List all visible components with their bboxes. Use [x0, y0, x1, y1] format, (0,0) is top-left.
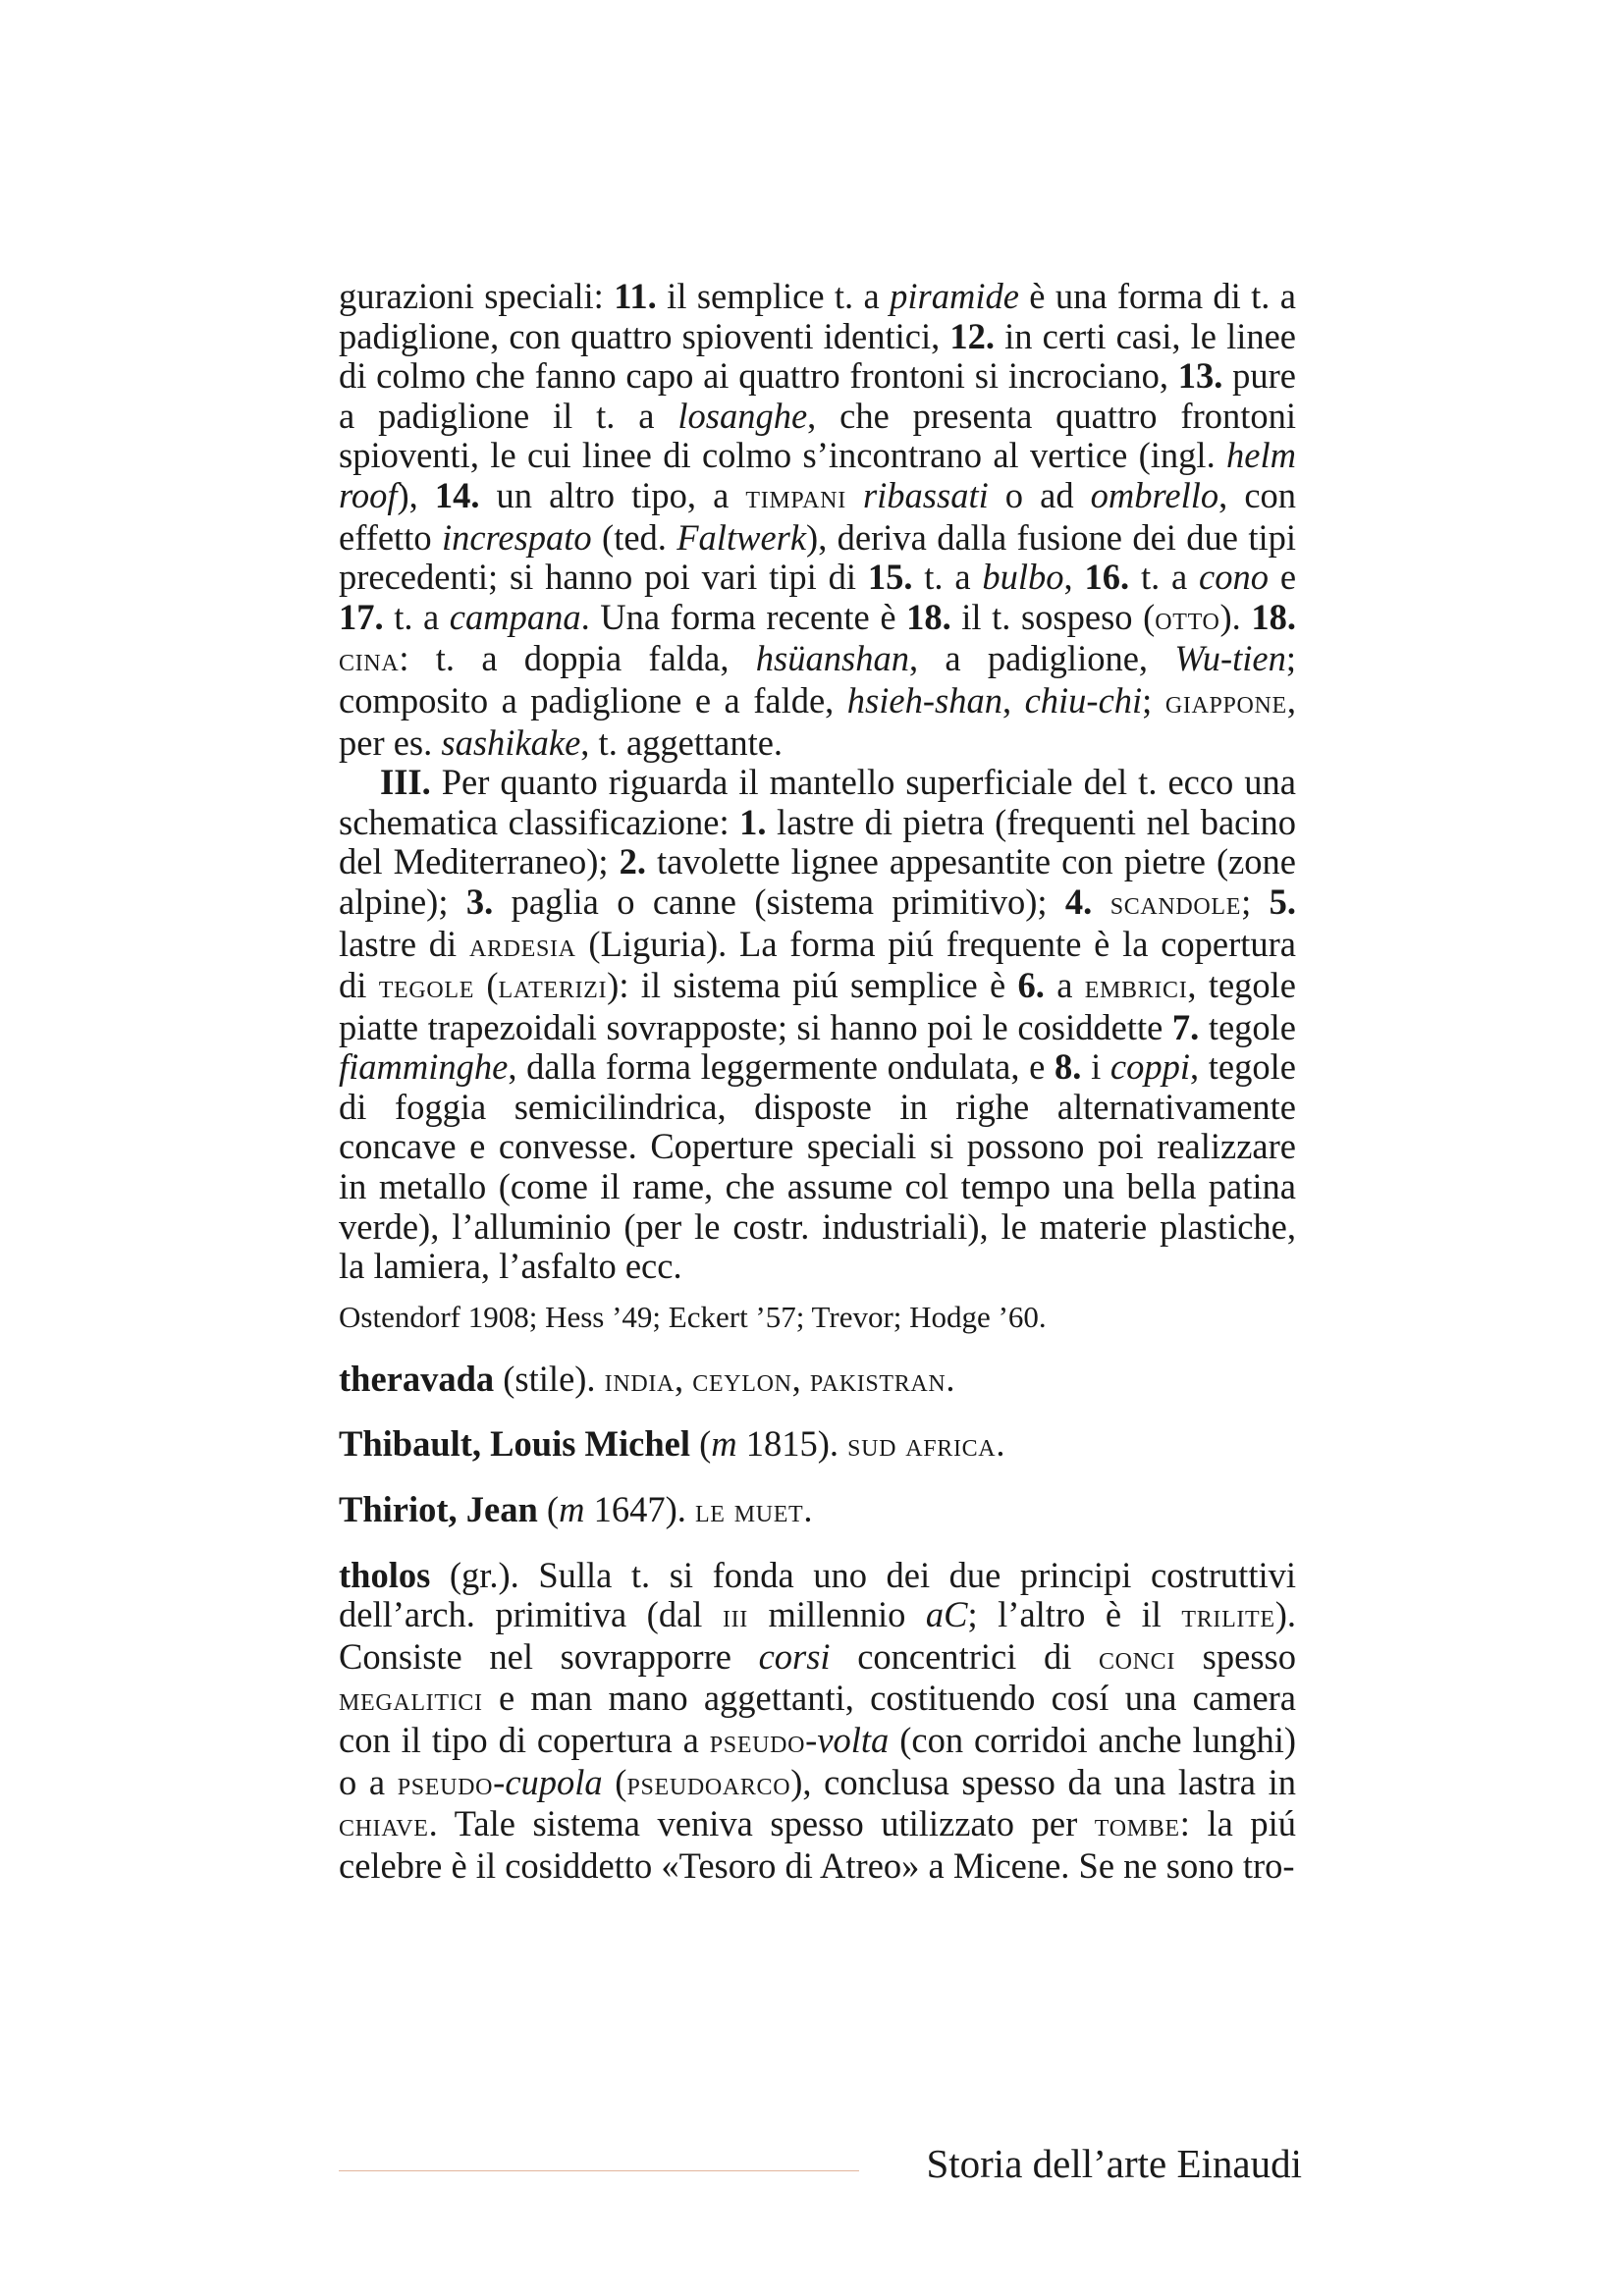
italic-text: m [559, 1489, 585, 1530]
text-run: o ad [988, 474, 1091, 515]
dictionary-entry [339, 1360, 1296, 1402]
text-run: ), deriva dalla fusione dei due tipi precedenti; si hanno poi vari tipi di [339, 516, 1296, 598]
italic-text: m [711, 1423, 737, 1465]
italic-text: aC [925, 1594, 968, 1635]
cross-reference: india [604, 1362, 676, 1399]
bold-text: 17. [339, 596, 384, 637]
italic-text: ribassati [862, 474, 989, 515]
cross-reference: conci [1099, 1639, 1176, 1677]
cross-reference: pakistran [809, 1362, 947, 1399]
italic-text: campana [449, 596, 581, 637]
text-run: (gr.). Sulla t. si fonda uno dei due principi costruttivi dell’arch. primitiva (dal [339, 1554, 1296, 1635]
italic-text: increspato [441, 516, 592, 558]
text-run: ). [1219, 596, 1252, 637]
text-run: ; l’altro è il [967, 1594, 1182, 1635]
bold-text: Thiriot, Jean [339, 1489, 538, 1530]
text-run [846, 475, 863, 515]
text-run: (con corridoi anche lunghi) o a [339, 1720, 1296, 1802]
text-run: . Una forma recente è [580, 596, 907, 637]
bibliography-references: Ostendorf 1908; Hess ’49; Eckert ’57; Trevor; Hodge ’60. [339, 1299, 1047, 1334]
cross-reference: ardesia [468, 927, 576, 964]
text-run: (ted. [591, 516, 677, 558]
body-paragraphs [339, 277, 1296, 1287]
text-run: - [493, 1761, 506, 1802]
text-run: , [675, 1358, 693, 1399]
text-run: , con effetto [339, 474, 1297, 558]
italic-text: volta [817, 1720, 890, 1760]
bold-text: tholos [339, 1554, 431, 1595]
text-run: Per quanto riguarda il mantello superficiale del t. ecco una schematica classificazione: [339, 762, 1296, 842]
text-run: , che presenta quattro frontoni spioventi, le cui linee di colmo s’incontrano al vertice (ingl. [339, 395, 1296, 476]
text-run: , tegole di foggia semicilindrica, disposte in righe alternativamente concave e convesse. Coperture speciali si possono poi realizzare in metallo (come il rame, che assume col tempo una bella patina verde), l’alluminio (per le costr. industriali), le materie plastiche, la lamiera, l’asfalto ecc. [339, 1046, 1296, 1287]
text-run: ; [1241, 881, 1270, 922]
cross-reference: pseudo [397, 1765, 494, 1802]
text-run: ( [602, 1761, 627, 1802]
cross-reference: laterizi [498, 969, 608, 1006]
cross-reference: trilite [1181, 1598, 1275, 1635]
bold-text: III. [380, 762, 431, 803]
text-run: ; [1142, 679, 1165, 721]
bold-text: 5. [1269, 881, 1296, 922]
italic-text: sashikake [441, 721, 581, 763]
italic-text: chiu-chi [1024, 679, 1143, 721]
text-run: ), [397, 474, 435, 515]
cross-reference: giappone [1164, 683, 1287, 721]
cross-reference: otto [1155, 600, 1220, 637]
text-run: t. a [383, 596, 450, 637]
bold-text: 1. [739, 801, 767, 842]
text-run: ( [537, 1489, 560, 1530]
text-run: . [996, 1423, 1005, 1465]
text-run: i [1081, 1046, 1110, 1088]
body-paragraph [339, 277, 1296, 763]
cross-reference: embrici [1084, 969, 1188, 1006]
italic-text: hsüanshan [755, 638, 909, 679]
text-run: e [1269, 557, 1297, 598]
text-run: lastre di pietra (frequenti nel bacino del Mediterraneo); [339, 801, 1296, 882]
cross-reference: scandole [1109, 884, 1242, 922]
text-run: ), conclusa spesso da una lastra in [790, 1761, 1297, 1802]
text-run: concentrici di [830, 1635, 1099, 1677]
cross-reference: cina [339, 642, 400, 679]
text-run: t. a [912, 557, 983, 598]
text-run: spesso [1175, 1635, 1296, 1677]
cross-reference: iii [722, 1598, 748, 1635]
dictionary-entries [339, 1360, 1296, 1887]
italic-text: bulbo [982, 557, 1064, 598]
text-run: , dalla forma leggermente ondulata, e [508, 1046, 1055, 1088]
text-run: , [1001, 679, 1025, 721]
text-run: . [803, 1489, 813, 1530]
text-run: millennio [747, 1594, 926, 1635]
text-run: ). Consiste nel sovrapporre [339, 1594, 1297, 1677]
cross-reference: timpani [745, 478, 846, 515]
text-run: un altro tipo, a [479, 474, 746, 515]
bold-text: 15. [867, 557, 913, 598]
text-run: è una forma di t. a padiglione, con quattro spioventi identici, [339, 276, 1296, 356]
text-run: tavolette lignee appesantite con pietre (zone alpine); [339, 841, 1297, 922]
cross-reference: tegole [378, 969, 475, 1006]
text-column [339, 277, 1296, 1886]
text-run: , per es. [339, 679, 1296, 763]
cross-reference: chiave [339, 1807, 429, 1844]
text-run: . [946, 1358, 955, 1399]
bold-text: 11. [614, 276, 657, 316]
text-run: a [1044, 965, 1085, 1006]
italic-text: cupola [505, 1761, 603, 1802]
bold-text: 2. [619, 841, 646, 882]
text-run: (stile). [494, 1358, 605, 1399]
cross-reference: pseudo [709, 1724, 806, 1760]
text-run: il t. sospeso ( [950, 596, 1156, 637]
text-run: (Liguria). La forma piú frequente è la copertura di [339, 923, 1296, 1006]
text-run: - [805, 1720, 818, 1760]
italic-text: hsieh-shan [846, 679, 1002, 721]
text-run: pure a padiglione il t. a [339, 355, 1296, 436]
text-run: t. a [1129, 557, 1200, 598]
text-run: , t. aggettante. [580, 721, 784, 763]
text-run: il semplice t. a [656, 276, 891, 316]
cross-reference: le muet [694, 1493, 804, 1530]
bold-text: 14. [434, 474, 480, 515]
footer-publisher-label: Storia dell’arte Einaudi [926, 2141, 1302, 2186]
bold-text: 18. [1251, 596, 1296, 637]
text-run: ( [689, 1423, 712, 1465]
dictionary-entry [339, 1424, 1296, 1467]
italic-text: Faltwerk [676, 516, 807, 558]
bold-text: 7. [1171, 1006, 1200, 1047]
bold-text: theravada [339, 1358, 495, 1399]
text-run: , tegole piatte trapezoidali sovrapposte; si hanno poi le cosiddette [339, 965, 1297, 1047]
dictionary-entry [339, 1556, 1296, 1887]
text-run: , [1063, 557, 1085, 598]
bold-text: Thibault, Louis Michel [339, 1423, 690, 1465]
text-run: paglia o canne (sistema primitivo); [493, 881, 1065, 922]
italic-text: Wu-tien [1174, 638, 1286, 679]
text-run: ( [474, 965, 499, 1006]
bold-text: 6. [1017, 965, 1045, 1006]
bold-text: 4. [1064, 881, 1093, 922]
dictionary-entry [339, 1490, 1296, 1532]
bold-text: 3. [465, 881, 494, 922]
text-run: , [791, 1358, 810, 1399]
bold-text: 18. [906, 596, 951, 637]
italic-text: coppi [1109, 1046, 1190, 1088]
cross-reference: sud africa [847, 1427, 997, 1465]
text-run: gurazioni speciali: [339, 276, 615, 316]
cross-reference: megalitici [339, 1682, 483, 1719]
text-run: : t. a doppia falda, [399, 638, 756, 679]
text-run: tegole [1199, 1006, 1296, 1047]
text-run: lastre di [339, 923, 469, 964]
bold-text: 13. [1177, 355, 1223, 397]
italic-text: losanghe [677, 395, 808, 436]
italic-text: fiamminghe [339, 1046, 509, 1088]
cross-reference: tombe [1094, 1807, 1180, 1844]
text-run: ): il sistema piú semplice è [607, 965, 1018, 1006]
italic-text: piramide [890, 276, 1019, 316]
footer-rule [339, 2170, 859, 2171]
text-run: , a padiglione, [908, 638, 1175, 679]
italic-text: ombrello [1090, 474, 1219, 515]
bold-text: 8. [1055, 1046, 1082, 1088]
italic-text: cono [1199, 557, 1269, 598]
italic-text: corsi [758, 1635, 831, 1677]
text-run: : la piú celebre è il cosiddetto «Tesoro di Atreo» a Micene. Se ne sono tro- [339, 1803, 1296, 1886]
cross-reference: ceylon [692, 1362, 792, 1399]
text-run: 1815). [736, 1423, 848, 1465]
text-run: in certi casi, le linee di colmo che fanno capo ai quattro frontoni si incrociano, [339, 315, 1297, 397]
text-run: 1647). [584, 1489, 695, 1530]
italic-text: helm roof [339, 435, 1296, 515]
bold-text: 16. [1084, 557, 1130, 598]
text-run [1092, 881, 1109, 922]
bold-text: 12. [949, 315, 995, 356]
text-run: ; composito a padiglione e a falde, [339, 638, 1296, 721]
cross-reference: pseudoarco [626, 1765, 791, 1802]
body-paragraph [339, 763, 1296, 1287]
text-run: . Tale sistema veniva spesso utilizzato per [428, 1803, 1095, 1844]
text-run: e man mano aggettanti, costituendo cosí una camera con il tipo di copertura a [339, 1678, 1296, 1760]
